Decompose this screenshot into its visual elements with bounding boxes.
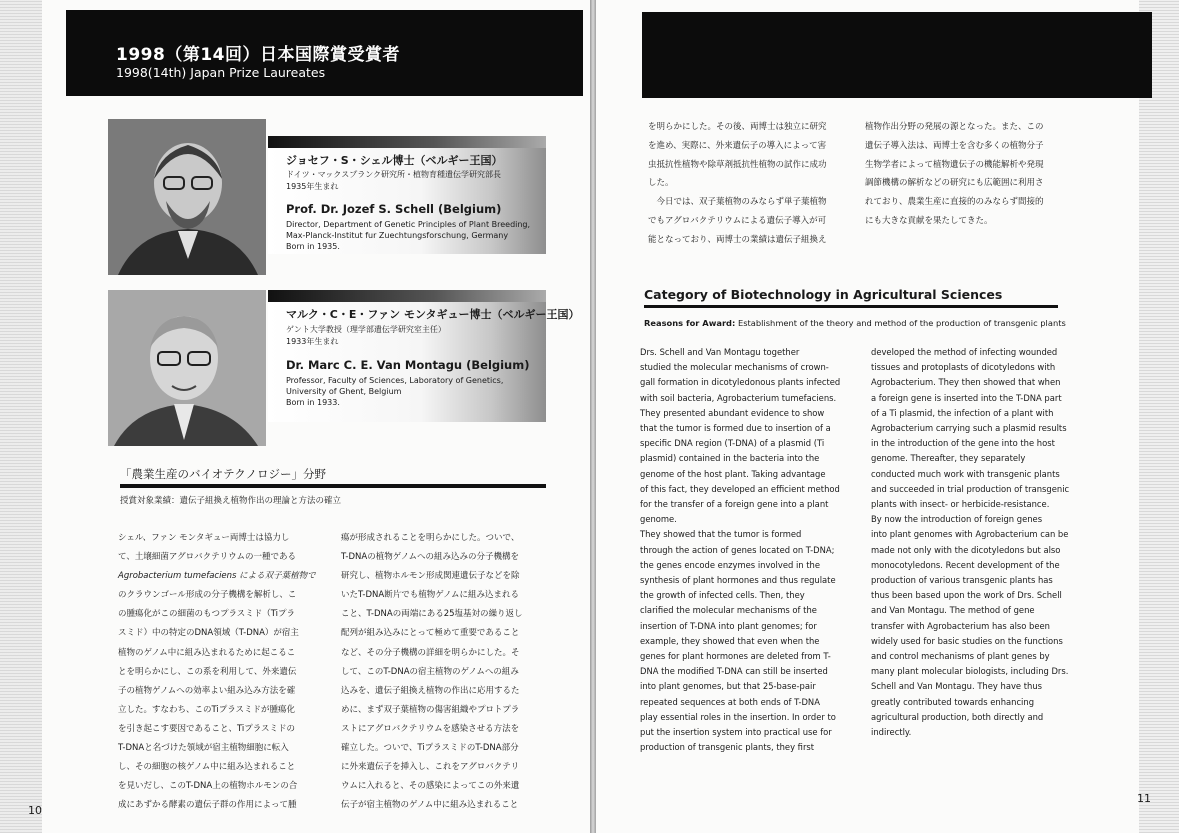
text-line: T-DNAの植物ゲノムへの組み込みの分子機構を <box>341 552 520 563</box>
text-line: スミド）中の特定のDNA領域（T-DNA）が宿主 <box>118 628 299 639</box>
text-line: studied the molecular mechanisms of crown- <box>640 362 829 373</box>
text-line: めに、まず双子葉植物の傷害組織やプロトプラ <box>341 704 520 715</box>
text-line: play essential roles in the insertion. In order to <box>640 711 836 722</box>
text-line: Schell and Van Montagu. They have thus <box>871 681 1042 692</box>
text-line: many plant molecular biologists, including Drs. <box>871 666 1069 677</box>
portrait-van-montagu <box>108 290 266 446</box>
body-column-jp-continued-2 <box>865 118 1044 231</box>
text-line: れており、農業生産に直接的のみならず間接的 <box>865 197 1044 208</box>
text-line: the genes encode enzymes involved in the <box>640 559 821 570</box>
text-line: を見いだし、このT-DNA上の植物ホルモンの合 <box>118 781 298 792</box>
text-line: 配列が組み込みにとって極めて重要であること <box>341 628 520 639</box>
text-line: genes for plant hormones are deleted from T- <box>640 651 831 662</box>
award-reason-en <box>644 318 1066 328</box>
text-line: that the tumor is formed due to insertion of a <box>640 423 831 434</box>
text-line: とを明らかにし、この系を利用して、外来遺伝 <box>118 666 297 677</box>
text-line: plasmid) contained in the bacteria into the <box>640 453 820 464</box>
header-title-jp: 1998（第14回）日本国際賞受賞者 <box>116 45 400 65</box>
text-line: production of transgenic plants, they first <box>640 742 815 753</box>
text-line: を明らかにした。その後、両博士は独立に研究 <box>648 122 827 132</box>
text-line: with soil bacteria, Agrobacterium tumefaciens. <box>640 392 837 403</box>
text-line: of this fact, they developed an efficient method <box>640 483 840 494</box>
text-line: Agrobacterium tumefaciens による双子葉植物で <box>118 571 316 582</box>
text-line: made not only with the dicotyledons but also <box>871 544 1061 555</box>
laureate-name-jp: マルク・C・E・ファン モンタギュー博士（ベルギー王国） <box>286 308 580 321</box>
section-divider <box>120 484 546 488</box>
text-line: Agrobacterium carrying such a plasmid results <box>871 423 1067 434</box>
text-line: monocotyledons. Recent development of the <box>871 559 1060 570</box>
text-line: By now the introduction of foreign genes <box>871 514 1043 525</box>
text-line: through the action of genes located on T-DNA; <box>640 544 835 555</box>
text-line: and Van Montagu. The method of gene <box>871 605 1035 616</box>
card-accent-bar <box>268 290 546 302</box>
award-reason-label: Reasons for Award: <box>644 318 736 328</box>
text-line: を引き起こす要因であること、Tiプラスミドの <box>118 723 296 734</box>
text-line: insertion of T-DNA into plant genomes; for <box>640 620 817 631</box>
text-line: 今日では、双子葉植物のみならず単子葉植物 <box>648 197 827 208</box>
text-line: widely used for basic studies on the functions <box>871 635 1063 646</box>
text-line: 立した。すなわち、このTiプラスミドが腫瘍化 <box>118 704 296 715</box>
scan-edge-shading <box>0 0 42 833</box>
text-line: developed the method of infecting wounded <box>871 347 1058 357</box>
scan-edge-shading <box>1139 0 1179 833</box>
page-number: 10 <box>28 804 42 817</box>
laureate-born-jp: 1935年生まれ <box>286 182 339 191</box>
text-line: ウムに入れると、その感染によってこの外来遺 <box>341 781 520 792</box>
body-column-en-1 <box>640 345 840 755</box>
section-title-en: Category of Biotechnology in Agricultural Sciences <box>644 287 1003 302</box>
laureate-position-en: Professor, Faculty of Sciences, Laboratory of Genetics, <box>286 376 504 385</box>
text-line: 調節機構の解析などの研究にも広範囲に利用さ <box>865 178 1044 189</box>
text-line: して、このT-DNAの宿主植物のゲノムへの組み <box>341 666 519 677</box>
text-line: plants with insect- or herbicide-resistance. <box>871 499 1050 510</box>
text-line: でもアグロバクテリウムによる遺伝子導入が可 <box>648 215 827 226</box>
text-line: にも大きな貢献を果たしてきた。 <box>865 215 993 226</box>
text-line: specific DNA region (T-DNA) of a plasmid (Ti <box>640 438 825 449</box>
text-line: DNA the modified T-DNA can still be inserted <box>640 666 828 677</box>
text-line: T-DNAと名づけた領域が宿主植物細胞に転入 <box>118 743 289 754</box>
card-accent-bar <box>268 136 546 148</box>
text-line: いたT-DNA断片でも植物ゲノムに組み込まれる <box>341 590 520 601</box>
header-title-en: 1998(14th) Japan Prize Laureates <box>116 65 326 80</box>
text-line: greatly contributed towards enhancing <box>871 696 1035 707</box>
text-line: 確立した。ついで、TiプラスミドのT-DNA部分 <box>341 743 519 754</box>
text-line: production of various transgenic plants has <box>871 575 1053 586</box>
text-line: Drs. Schell and Van Montagu together <box>640 347 800 357</box>
text-line: 伝子が宿主植物のゲノム中に組み込まれること <box>341 800 519 811</box>
text-line: gall formation in dicotyledonous plants infected <box>640 377 841 388</box>
section-title-jp: 「農業生産のバイオテクノロジー」分野 <box>120 467 326 481</box>
text-line: の腫瘍化がこの細菌のもつプラスミド（Tiプラ <box>118 609 296 620</box>
text-line: した。 <box>648 178 674 189</box>
text-line: repeated sequences at both ends of T-DNA <box>640 696 820 707</box>
laureate-affiliation-jp: ゲント大学教授（理学部遺伝学研究室主任） <box>286 325 446 334</box>
text-line: conducted much work with transgenic plants <box>871 468 1060 479</box>
text-line: into plant genomes, but that 25-base-pair <box>640 681 816 692</box>
text-line: Agrobacterium. They then showed that when <box>871 377 1061 388</box>
award-reason-jp: 授賞対象業績：遺伝子組換え植物作出の理論と方法の確立 <box>120 496 342 506</box>
text-line: 能となっており、両博士の業績は遺伝子組換え <box>648 234 827 245</box>
laureate-card-schell <box>268 136 546 254</box>
text-line: 虫抵抗性植物や除草剤抵抗性植物の試作に成功 <box>648 159 827 170</box>
laureate-card-van-montagu <box>268 290 580 422</box>
text-line: し、その細胞の核ゲノム中に組み込まれること <box>118 762 296 773</box>
laureate-name-jp: ジョセフ・S・シェル博士（ベルギー王国） <box>286 154 503 167</box>
text-line: put the insertion system into practical use for <box>640 727 832 738</box>
laureate-institution-en: Max-Planck-Institut fur Zuechtungsforschung, Germany <box>286 231 509 240</box>
text-line: a foreign gene is inserted into the T-DNA part <box>871 392 1062 403</box>
body-column-jp-1 <box>118 529 320 815</box>
text-line: 込みを、遺伝子組換え植物の作出に応用するた <box>341 685 520 696</box>
text-line: They showed that the tumor is formed <box>640 529 802 540</box>
text-line: ストにアグロバクテリウムを感染させる方法を <box>341 723 520 734</box>
laureate-institution-en: University of Ghent, Belgium <box>286 387 402 396</box>
text-line: into plant genomes with Agrobacterium can be <box>871 529 1069 540</box>
text-line: に外来遺伝子を挿入し、これをアグロバクテリ <box>341 762 520 773</box>
text-line: transfer with Agrobacterium has also been <box>871 620 1050 631</box>
laureate-born-en: Born in 1935. <box>286 242 340 251</box>
text-line: and succeeded in trial production of transgenic <box>871 483 1070 494</box>
text-line: and control mechanisms of plant genes by <box>871 651 1050 662</box>
page-number: 11 <box>1137 792 1151 805</box>
laureate-born-en: Born in 1933. <box>286 398 340 407</box>
text-line: 植物のゲノム中に組み込まれるために起こるこ <box>118 647 296 658</box>
text-line: こと、T-DNAの両端にある25塩基対の繰り返し <box>341 609 523 620</box>
laureate-affiliation-jp: ドイツ・マックスプランク研究所・植物育種遺伝学研究部長 <box>286 170 502 179</box>
text-line: clarified the molecular mechanisms of the <box>640 605 817 616</box>
text-line: indirectly. <box>871 727 912 738</box>
laureate-name-en: Prof. Dr. Jozef S. Schell (Belgium) <box>286 202 502 216</box>
text-line: 研究し、植物ホルモン形成関連遺伝子などを除 <box>341 571 520 582</box>
header-banner <box>66 10 583 96</box>
portrait-van-montagu-figure <box>108 290 266 446</box>
portrait-schell-figure <box>108 119 266 275</box>
text-line: 成にあずかる酵素の遺伝子群の作用によって腫 <box>118 800 297 811</box>
text-line: 遺伝子導入法は、両博士を含む多くの植物分子 <box>865 140 1044 151</box>
portrait-schell <box>108 119 266 275</box>
text-line: genome of the host plant. Taking advantage <box>640 468 826 479</box>
laureate-born-jp: 1933年生まれ <box>286 337 339 346</box>
text-line: for the transfer of a foreign gene into a plant <box>640 499 829 510</box>
text-line: They presented abundant evidence to show <box>640 407 825 418</box>
text-line: 子の植物ゲノムへの効率よい組み込み方法を確 <box>118 685 296 696</box>
text-line: synthesis of plant hormones and thus regulate <box>640 575 836 586</box>
text-line: example, they showed that even when the <box>640 635 820 646</box>
text-line: など、その分子機構の詳細を明らかにした。そ <box>341 647 520 658</box>
text-line: in the introduction of the gene into the host <box>871 438 1055 449</box>
text-line: of a Ti plasmid, the infection of a plant with <box>871 407 1054 418</box>
section-divider <box>644 305 1058 308</box>
text-line: 生物学者によって植物遺伝子の機能解析や発現 <box>865 159 1044 170</box>
laureate-name-en: Dr. Marc C. E. Van Montagu (Belgium) <box>286 358 530 372</box>
text-line: 植物作出分野の発展の源となった。また、この <box>865 122 1044 132</box>
body-column-jp-2 <box>341 529 543 815</box>
text-line: 瘍が形成されることを明らかにした。ついで、 <box>341 533 520 543</box>
body-column-en-2 <box>871 345 1069 740</box>
header-banner <box>642 12 1152 98</box>
text-line: genome. Thereafter, they separately <box>871 453 1026 464</box>
text-line: を進め、実際に、外来遺伝子の導入によって害 <box>648 140 827 151</box>
award-reason-text: Establishment of the theory and method of the production of transgenic plants <box>737 318 1066 328</box>
body-column-jp-continued-1 <box>648 118 827 250</box>
text-line: tissues and protoplasts of dicotyledons with <box>871 362 1056 373</box>
text-line: のクラウンゴール形成の分子機構を解析し、こ <box>118 590 297 601</box>
text-line: the growth of infected cells. Then, they <box>640 590 805 601</box>
text-line: て、土壌細菌アグロバクテリウムの一種である <box>118 552 296 563</box>
text-line: genome. <box>640 514 677 525</box>
text-line: シェル、ファン モンタギュー両博士は協力し <box>118 533 290 543</box>
text-line: agricultural production, both directly and <box>871 711 1044 722</box>
text-line: thus been based upon the work of Drs. Schell <box>871 590 1062 601</box>
laureate-position-en: Director, Department of Genetic Principles of Plant Breeding, <box>286 220 531 229</box>
